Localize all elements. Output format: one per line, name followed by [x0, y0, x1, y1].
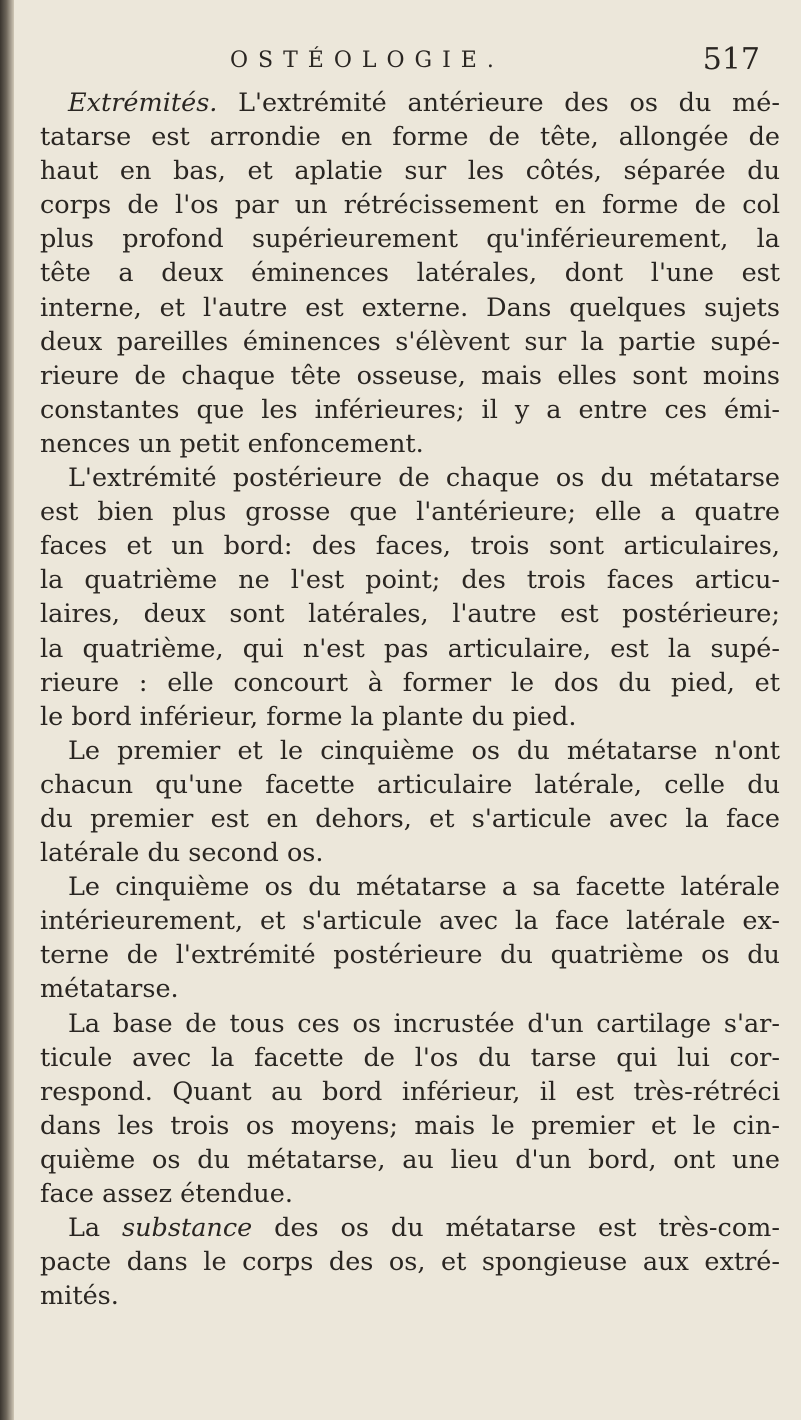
text-line: du premier est en dehors, et s'articule avec la face	[40, 803, 780, 834]
text-line: Le cinquième os du métatarse a sa facette latérale	[68, 872, 780, 903]
text-line: métatarse.	[40, 974, 179, 1005]
text-line: terne de l'extrémité postérieure du quatrième os du	[40, 940, 780, 971]
page-number: 517	[702, 42, 760, 77]
text-run: des os du métatarse est très-com-	[252, 1213, 780, 1244]
text-line: ticule avec la facette de l'os du tarse qui lui cor-	[40, 1042, 780, 1073]
text-line: nences un petit enfoncement.	[40, 428, 424, 459]
text-line: tête a deux éminences latérales, dont l'une est	[40, 258, 780, 289]
text-line: constantes que les inférieures; il y a entre ces émi-	[40, 394, 780, 425]
text-line: interne, et l'autre est externe. Dans quelques sujets	[40, 292, 780, 323]
paragraph-premier-cinquieme	[40, 734, 780, 870]
text-line: haut en bas, et aplatie sur les côtés, séparée du	[40, 156, 780, 187]
text-line: Le premier et le cinquième os du métatarse n'ont	[68, 735, 780, 766]
paragraph-substance	[40, 1211, 780, 1313]
text-line: latérale du second os.	[40, 838, 324, 869]
text-line: rieure de chaque tête osseuse, mais elles sont moins	[40, 360, 780, 391]
text-line	[40, 86, 780, 120]
italic-term: substance	[122, 1213, 253, 1244]
text-line: mités.	[40, 1281, 119, 1312]
paragraph-extremites	[40, 86, 780, 461]
paragraph-cinquieme	[40, 870, 780, 1006]
text-run: L'extrémité antérieure des os du mé-	[217, 88, 780, 118]
text-line: dans les trois os moyens; mais le premier et le cin-	[40, 1110, 780, 1141]
text-line: le bord inférieur, forme la plante du pied.	[40, 701, 577, 732]
text-line	[40, 1211, 780, 1245]
running-head	[40, 38, 780, 86]
book-page	[40, 38, 780, 1313]
text-line: la quatrième ne l'est point; des trois faces articu-	[40, 565, 780, 596]
text-run: La	[68, 1213, 123, 1244]
text-line: intérieurement, et s'articule avec la face latérale ex-	[40, 906, 780, 937]
italic-heading: Extrémités.	[68, 88, 218, 118]
text-line: La base de tous ces os incrustée d'un cartilage s'ar-	[68, 1008, 780, 1039]
text-line: face assez étendue.	[40, 1179, 293, 1209]
book-binding-edge	[0, 0, 14, 1420]
paragraph-extremite-posterieure	[40, 461, 780, 734]
text-line: tatarse est arrondie en forme de tête, allongée de	[40, 122, 780, 153]
text-line: laires, deux sont latérales, l'autre est postérieure;	[40, 599, 780, 630]
text-line: corps de l'os par un rétrécissement en forme de col	[40, 190, 780, 221]
text-line: chacun qu'une facette articulaire latérale, celle du	[40, 769, 780, 800]
text-line: faces et un bord: des faces, trois sont articulaires,	[40, 531, 780, 562]
text-line: respond. Quant au bord inférieur, il est très-rétréci	[40, 1076, 780, 1107]
running-title: OSTÉOLOGIE.	[230, 48, 504, 73]
text-line: la quatrième, qui n'est pas articulaire, est la supé-	[40, 633, 780, 664]
text-line: plus profond supérieurement qu'inférieurement, la	[40, 224, 780, 255]
text-line: pacte dans le corps des os, et spongieuse aux extré-	[40, 1247, 780, 1278]
text-line: L'extrémité postérieure de chaque os du métatarse	[68, 463, 780, 494]
text-line: rieure : elle concourt à former le dos du pied, et	[40, 667, 780, 698]
body-text	[40, 86, 780, 1313]
text-line: deux pareilles éminences s'élèvent sur la partie supé-	[40, 326, 780, 357]
paragraph-base	[40, 1007, 780, 1212]
text-line: quième os du métatarse, au lieu d'un bord, ont une	[40, 1144, 780, 1175]
text-line: est bien plus grosse que l'antérieure; elle a quatre	[40, 497, 780, 528]
